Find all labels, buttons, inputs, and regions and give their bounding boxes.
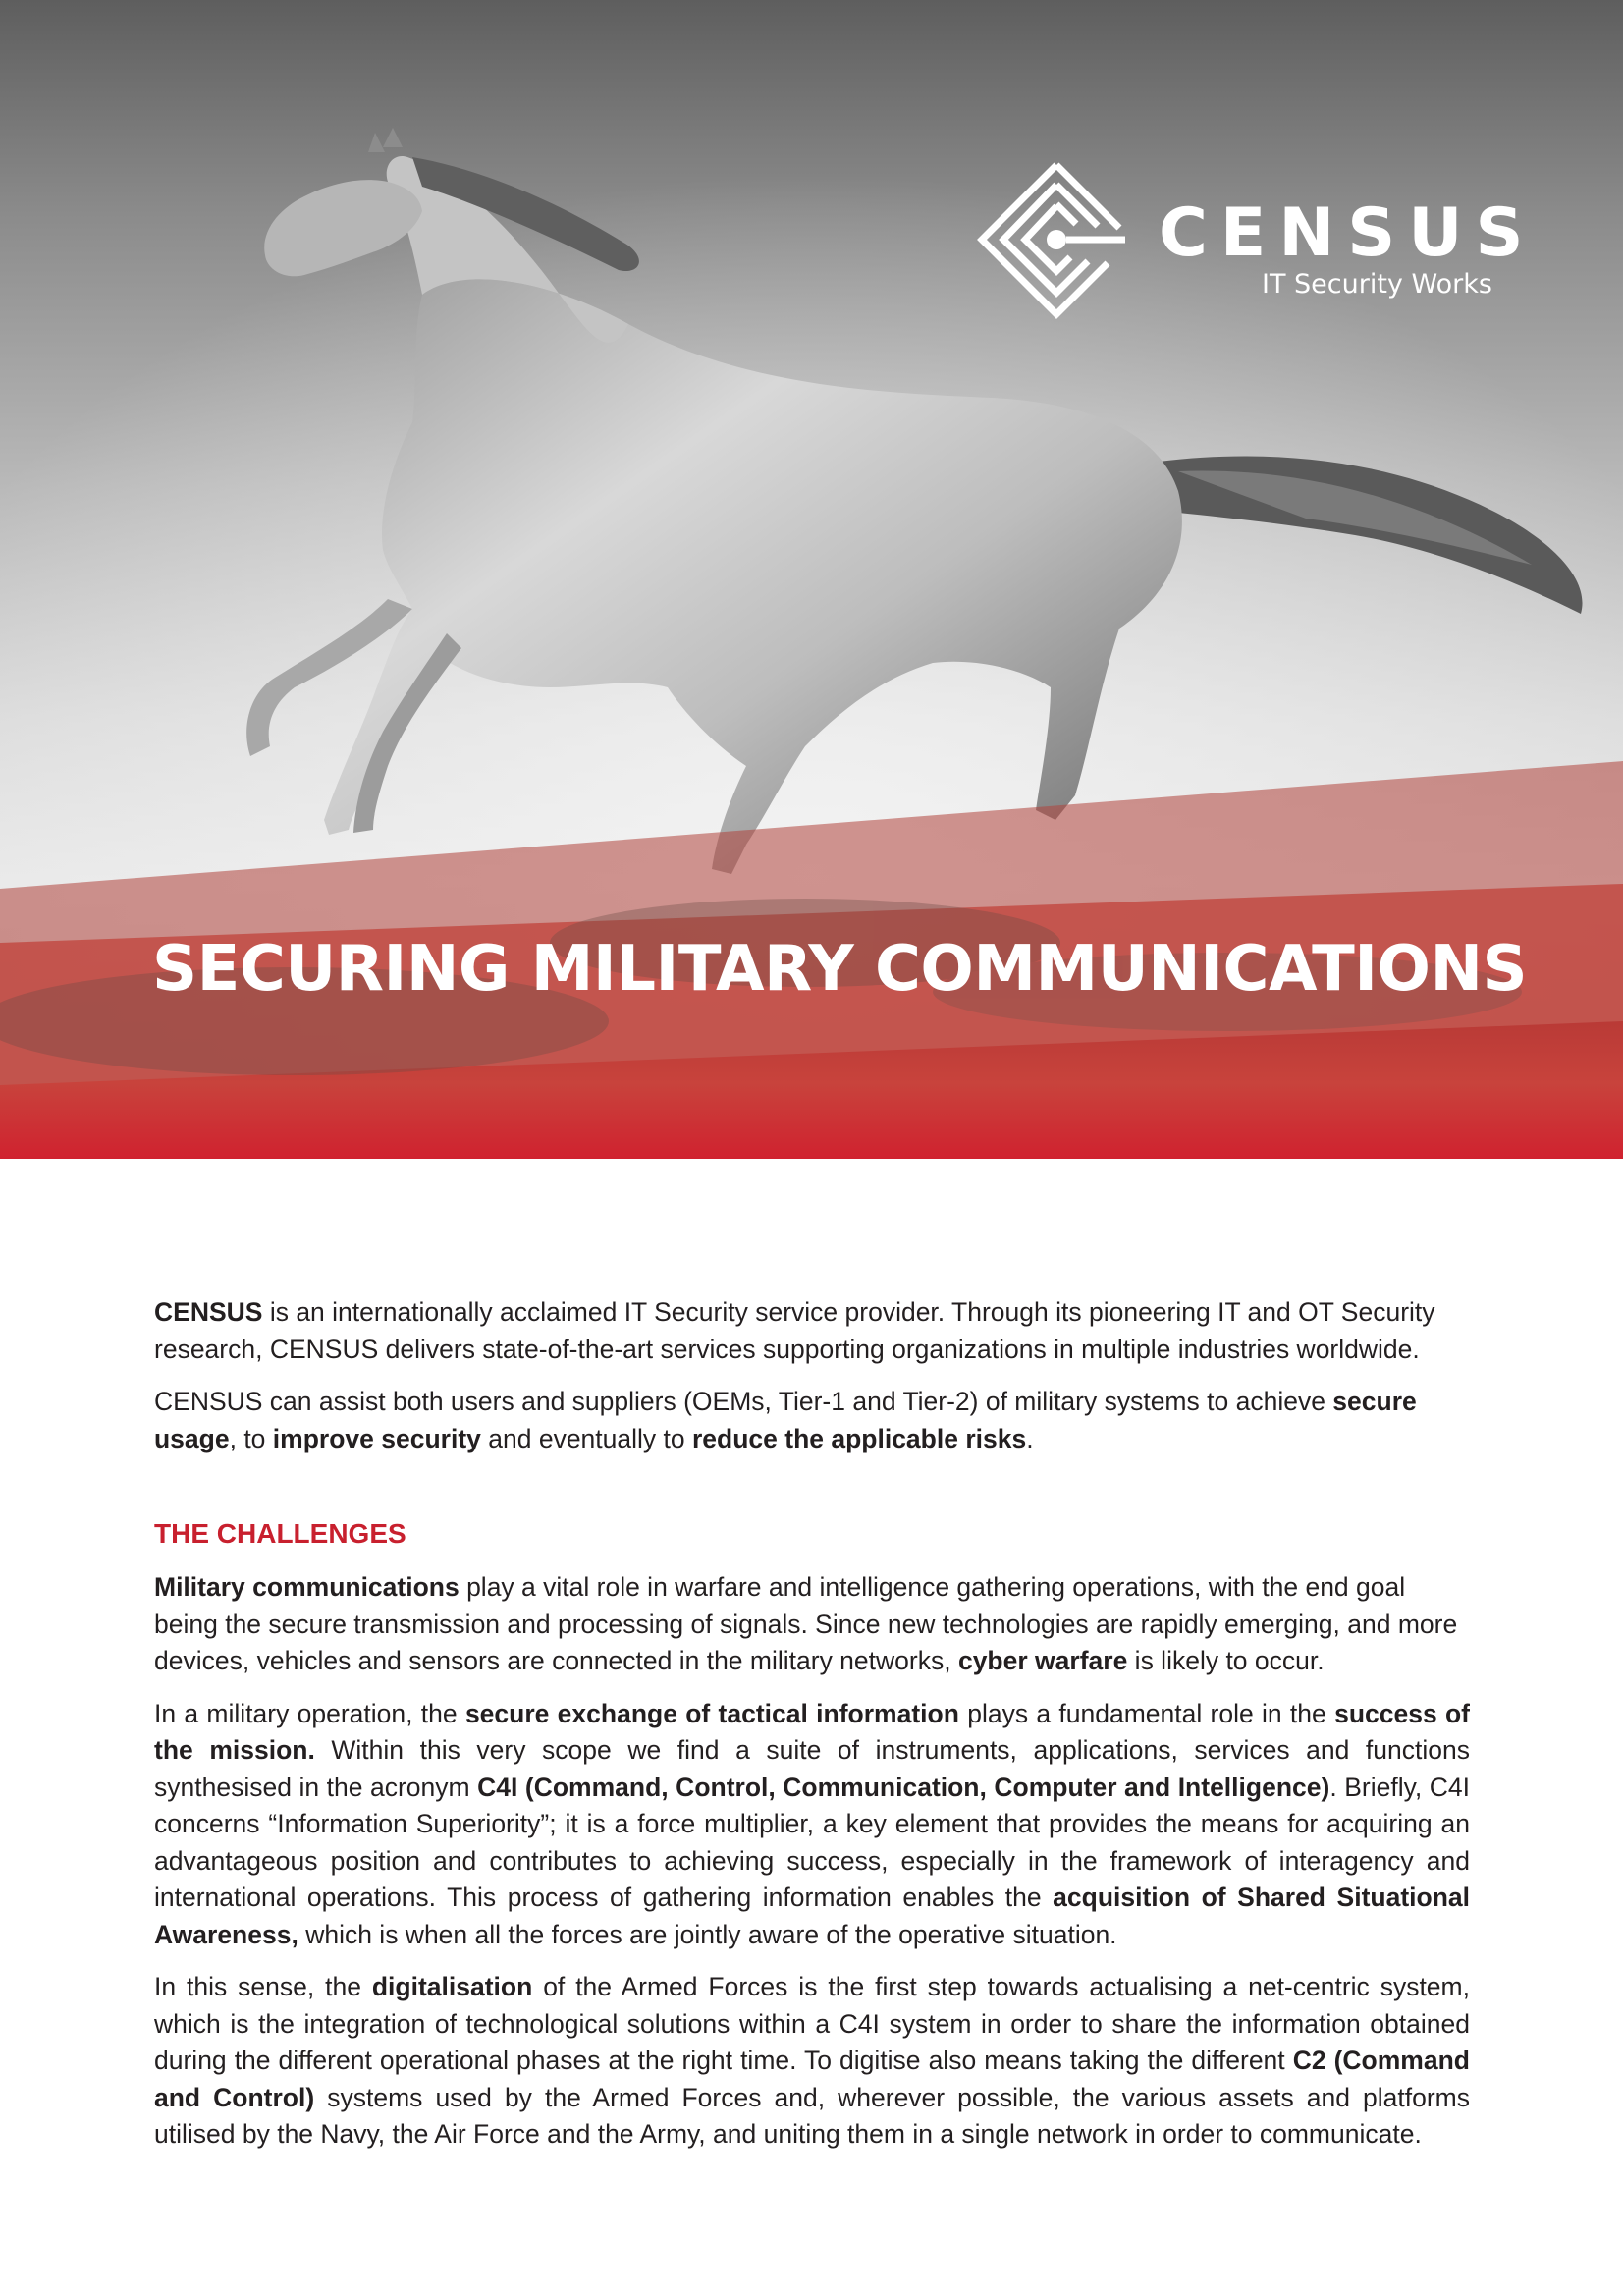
bold-text: CENSUS	[154, 1297, 263, 1327]
intro-paragraph-1	[154, 1294, 1470, 1368]
bold-text: reduce the applicable risks	[691, 1423, 1027, 1453]
text-span: . Briefly, C4I concerns “Information Superiority”; it is a force multiplier, a key element that provides the means for acquiring an advantageous position and contributes to achieving success, especially in the framework of interagency and international operations. This process of gathering information enables the	[154, 1772, 1470, 1912]
text-span: In a military operation, the	[154, 1698, 465, 1728]
text-span: CENSUS can assist both users and suppliers (OEMs, Tier-1 and Tier-2) of military systems to achieve	[154, 1387, 1333, 1416]
text-span: and eventually to	[480, 1423, 692, 1453]
text-span: is likely to occur.	[1127, 1646, 1325, 1675]
text-span: .	[1026, 1423, 1034, 1453]
text-span: is an internationally acclaimed IT Security service provider. Through its pioneering IT and OT Security research, CENSUS delivers state-of-the-art services supporting organizations in multiple industries worldwide.	[154, 1297, 1435, 1364]
bold-text: cyber warfare	[957, 1646, 1128, 1675]
challenges-paragraph-2	[154, 1696, 1470, 1954]
text-span: of the Armed Forces is the first step towards actualising a net-centric system, which is the integration of technological solutions within a C4I system in order to share the information obtained during the different operational phases at the right time. To digitise also means taking the different	[154, 1972, 1470, 2075]
bold-text: improve security	[272, 1423, 481, 1453]
page-title: SECURING MILITARY COMMUNICATIONS	[152, 933, 1528, 1006]
logo-tagline: IT Security Works	[1262, 269, 1492, 300]
text-span: which is when all the forces are jointly aware of the operative situation.	[298, 1919, 1117, 1949]
bold-text: secure usage	[154, 1387, 1417, 1453]
bold-text: C4I (Command, Control, Communication, Computer and Intelligence)	[477, 1772, 1330, 1802]
census-logo-icon	[960, 157, 1132, 324]
challenges-paragraph-3	[154, 1969, 1470, 2154]
text-span: systems used by the Armed Forces and, wherever possible, the various assets and platforms utilised by the Navy, the Air Force and the Army, and uniting them in a single network in order to communicate.	[154, 2082, 1470, 2149]
bold-text: acquisition of Shared Situational Awareness,	[154, 1883, 1470, 1949]
bold-text: secure exchange of tactical information	[464, 1698, 959, 1728]
challenges-paragraph-1	[154, 1569, 1470, 1680]
text-span: plays a fundamental role in the	[958, 1698, 1335, 1728]
logo-name: CENSUS	[1159, 194, 1537, 272]
bold-text: digitalisation	[371, 1972, 533, 2001]
bold-text: C2 (Command and Control)	[154, 2046, 1470, 2112]
text-span: Within this very scope we find a suite of instruments, applications, services and functions synthesised in the acronym	[154, 1735, 1470, 1802]
bold-text: Military communications	[154, 1572, 460, 1602]
text-span: play a vital role in warfare and intelligence gathering operations, with the end goal being the secure transmission and processing of signals. Since new technologies are rapidly emerging, and more devices, vehicles and sensors are connected in the military networks,	[154, 1572, 1458, 1675]
bold-text: success of the mission.	[154, 1698, 1470, 1765]
text-span: , to	[229, 1423, 273, 1453]
text-span: In this sense, the	[154, 1972, 372, 2001]
document-body	[154, 1294, 1470, 2169]
census-logo	[960, 157, 1537, 324]
section-heading-challenges: THE CHALLENGES	[154, 1518, 406, 1549]
intro-paragraph-2	[154, 1384, 1470, 1457]
